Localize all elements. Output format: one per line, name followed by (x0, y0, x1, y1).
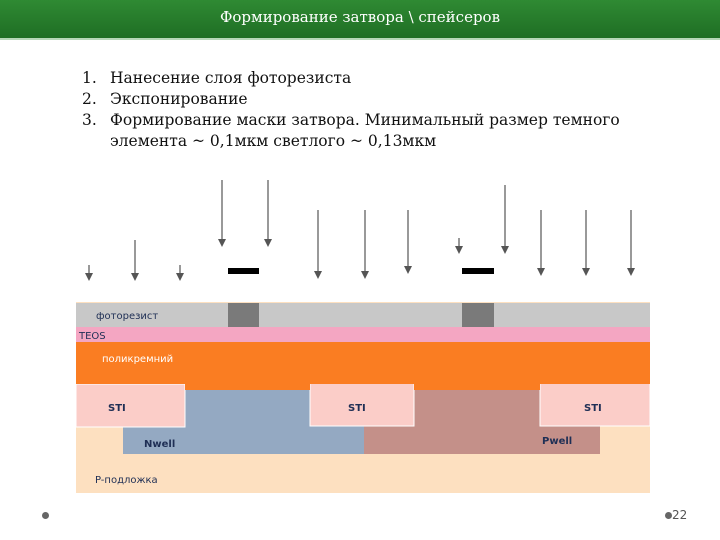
step-text: Экспонирование (110, 90, 248, 108)
sti-label: STI (584, 403, 602, 414)
mask-feature (462, 268, 494, 274)
photoresist-layer (76, 303, 650, 327)
sti-label: STI (108, 403, 126, 414)
step-number: 1. (82, 69, 97, 87)
polysilicon-label: поликремний (102, 354, 174, 365)
footer-dot-right (665, 512, 672, 519)
teos-label: TEOS (79, 331, 106, 342)
photoresist-exposed-region (462, 303, 494, 327)
step-number: 2. (82, 90, 97, 108)
photoresist-exposed-region (228, 303, 259, 327)
step-number: 3. (82, 111, 97, 129)
substrate-label: P-подложка (95, 475, 158, 486)
page-number: 22 (672, 508, 688, 522)
step-text: Нанесение слоя фоторезиста (110, 69, 352, 87)
teos-layer (76, 327, 650, 342)
pwell-label: Pwell (542, 436, 573, 447)
polysilicon-layer (414, 384, 540, 390)
sti-region (76, 384, 185, 427)
photoresist-label: фоторезист (96, 311, 159, 322)
mask-feature (228, 268, 259, 274)
sti-label: STI (348, 403, 366, 414)
slide-title: Формирование затвора \ спейсеров (219, 8, 501, 26)
exposure-arrows (89, 180, 631, 277)
step-text: Формирование маски затвора. Минимальный размер темного элемента ~ 0,1мкм светлого ~ 0,13мкм (110, 111, 620, 150)
nwell-label: Nwell (144, 439, 176, 450)
footer-dot-left (42, 512, 49, 519)
polysilicon-layer (185, 384, 310, 390)
